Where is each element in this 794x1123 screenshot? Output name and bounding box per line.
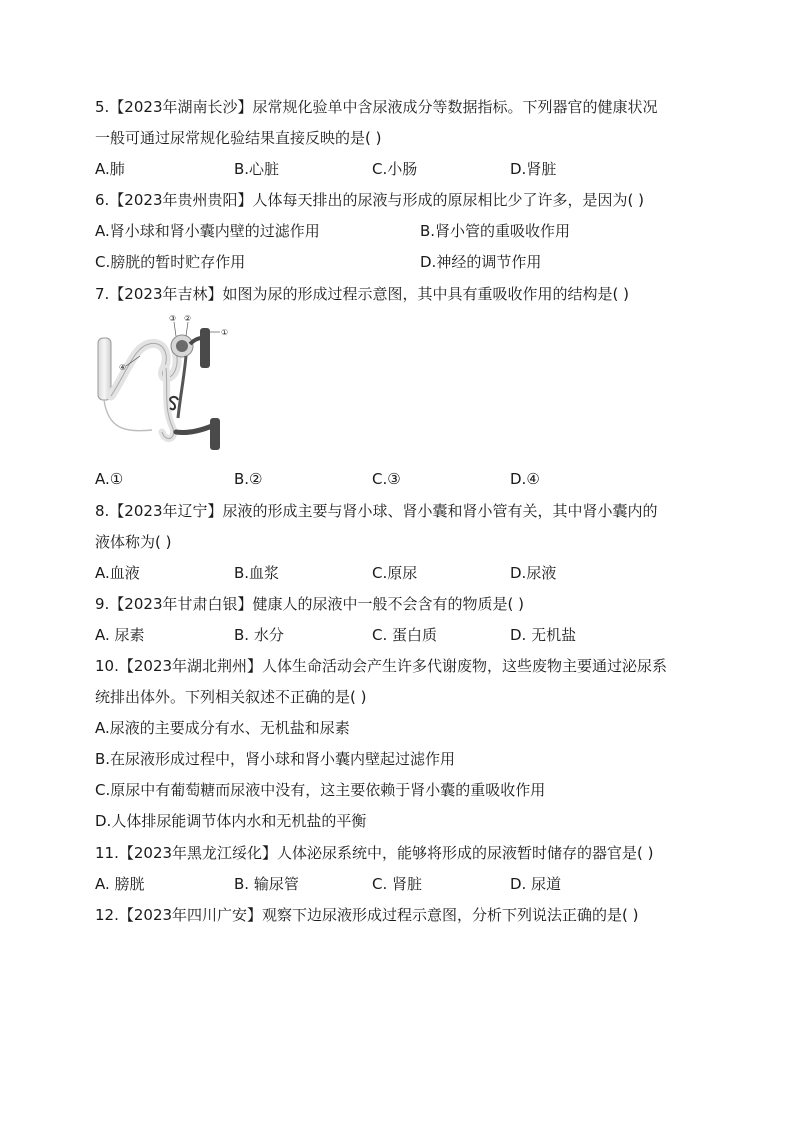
question-10-option-d: D.人体排尿能调节体内水和无机盐的平衡	[95, 812, 367, 830]
question-10-line-2: 统排出体外。下列相关叙述不正确的是( )	[95, 688, 367, 706]
blood-vessel-lower-shape	[210, 418, 220, 450]
question-7-option-b: B.②	[234, 470, 263, 488]
question-10-line-1: 10.【2023年湖北荆州】人体生命活动会产生许多代谢废物，这些废物主要通过泌尿系	[95, 657, 668, 675]
figure-label-4: ④	[119, 363, 127, 372]
question-10-option-a: A.尿液的主要成分有水、无机盐和尿素	[95, 719, 350, 737]
question-10-option-c: C.原尿中有葡萄糖而尿液中没有，这主要依赖于肾小囊的重吸收作用	[95, 781, 546, 799]
question-12-line-1: 12.【2023年四川广安】观察下边尿液形成过程示意图，分析下列说法正确的是( )	[95, 906, 639, 924]
leader-line-3	[174, 322, 176, 336]
question-9-line-1: 9.【2023年甘肃白银】健康人的尿液中一般不会含有的物质是( )	[95, 595, 524, 613]
question-6-option-d: D.神经的调节作用	[420, 253, 542, 271]
question-7-line-1: 7.【2023年吉林】如图为尿的形成过程示意图，其中具有重吸收作用的结构是( )	[95, 285, 629, 303]
question-8-option-a: A.血液	[95, 564, 140, 582]
question-5-option-a: A.肺	[95, 160, 125, 178]
urine-formation-diagram	[94, 308, 236, 458]
question-8-line-2: 液体称为( )	[95, 533, 172, 551]
vein-shape	[176, 426, 212, 433]
question-6-option-c: C.膀胱的暂时贮存作用	[95, 253, 246, 271]
question-11-option-a: A. 膀胱	[95, 875, 145, 893]
question-5-option-b: B.心脏	[234, 160, 280, 178]
blood-vessel-upper-shape	[200, 328, 210, 368]
question-11-option-b: B. 输尿管	[234, 875, 299, 893]
question-10-option-b: B.在尿液形成过程中，肾小球和肾小囊内壁起过滤作用	[95, 750, 456, 768]
question-7-option-d: D.④	[510, 470, 540, 488]
figure-label-1: ①	[221, 328, 229, 337]
glomerulus-shape	[176, 340, 188, 352]
question-8-option-b: B.血浆	[234, 564, 280, 582]
question-9-option-c: C. 蛋白质	[372, 626, 438, 644]
question-11-option-d: D. 尿道	[510, 875, 562, 893]
question-9-option-d: D. 无机盐	[510, 626, 577, 644]
question-8-option-c: C.原尿	[372, 564, 418, 582]
question-5-line-1: 5.【2023年湖南长沙】尿常规化验单中含尿液成分等数据指标。下列器官的健康状况	[95, 98, 658, 116]
figure-label-2: ②	[184, 314, 192, 323]
question-11-option-c: C. 肾脏	[372, 875, 423, 893]
question-8-line-1: 8.【2023年辽宁】尿液的形成主要与肾小球、肾小囊和肾小管有关，其中肾小囊内的	[95, 502, 658, 520]
question-7-option-c: C.③	[372, 470, 401, 488]
question-6-option-b: B.肾小管的重吸收作用	[420, 222, 571, 240]
question-6-option-a: A.肾小球和肾小囊内壁的过滤作用	[95, 222, 320, 240]
question-6-line-1: 6.【2023年贵州贵阳】人体每天排出的尿液与形成的原尿相比少了许多，是因为( )	[95, 191, 644, 209]
question-11-line-1: 11.【2023年黑龙江绥化】人体泌尿系统中，能够将形成的尿液暂时储存的器官是( )	[95, 844, 654, 862]
question-5-line-2: 一般可通过尿常规化验结果直接反映的是( )	[95, 129, 382, 147]
question-7-option-a: A.①	[95, 470, 124, 488]
capillary-coil-shape	[170, 397, 178, 409]
connecting-tubule-shape	[104, 400, 152, 431]
question-5-option-d: D.肾脏	[510, 160, 557, 178]
question-9-option-b: B. 水分	[234, 626, 284, 644]
question-9-option-a: A. 尿素	[95, 626, 145, 644]
question-5-option-c: C.小肠	[372, 160, 418, 178]
leader-line-2	[186, 322, 188, 336]
figure-label-3: ③	[169, 314, 177, 323]
question-8-option-d: D.尿液	[510, 564, 557, 582]
